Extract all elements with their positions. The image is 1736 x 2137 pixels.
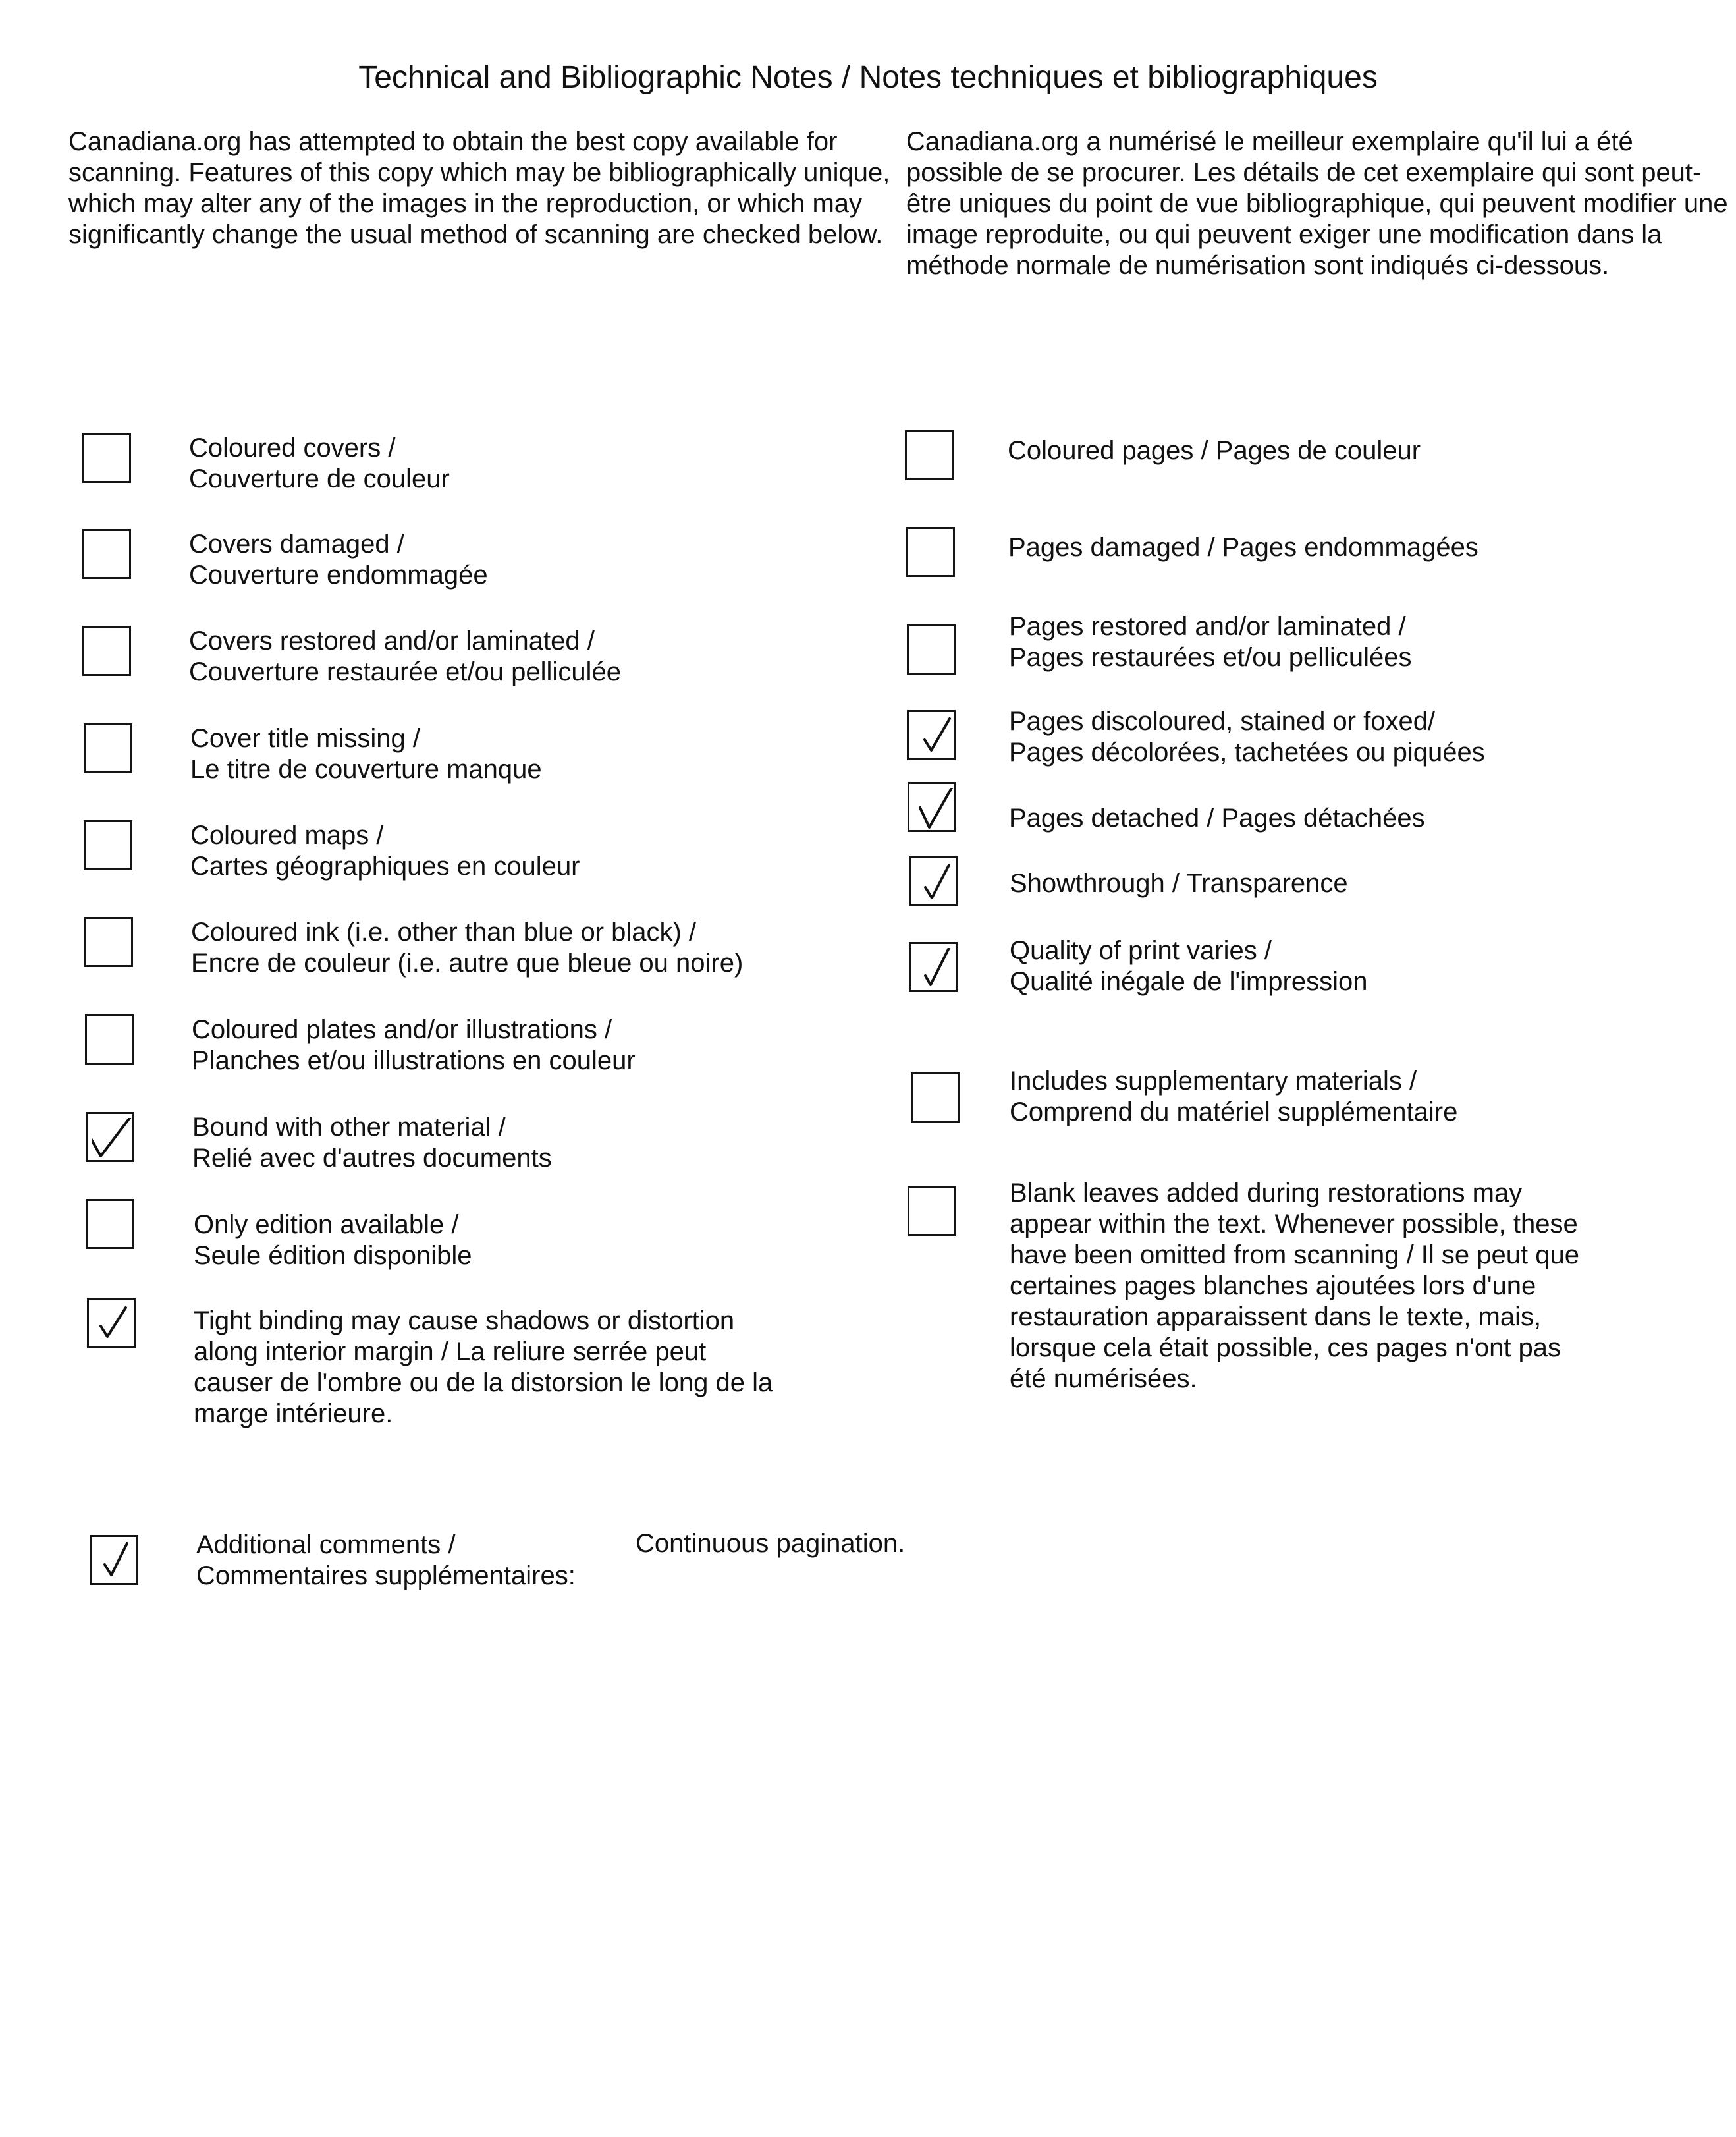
checkmark-icon xyxy=(92,1118,132,1160)
checkbox[interactable] xyxy=(82,529,131,579)
item-label: Pages detached / Pages détachées xyxy=(1009,804,1425,833)
item-label: Quality of print varies / Qualité inégale de l'impression xyxy=(1010,936,1368,996)
item-label: Blank leaves added during restorations may appear within the text. Whenever possible, these have been omitted from scanning / Il se peut que certaines pages blanches ajoutées lors d'une restauration apparaissent dans le texte, mais, lorsque cela était possible, ces pages n'ont pas été numérisées. xyxy=(1010,1179,1579,1393)
checkbox[interactable] xyxy=(87,1298,136,1348)
checkmark-icon xyxy=(95,1541,136,1583)
item-label: Coloured pages / Pages de couleur xyxy=(1008,436,1421,465)
item-label: Tight binding may cause shadows or distortion along interior margin / La reliure serrée peut causer de l'ombre ou de la distorsion le long de la marge intérieure. xyxy=(194,1306,773,1428)
checkmark-icon xyxy=(915,948,956,990)
item-label: Additional comments / Commentaires supplémentaires: xyxy=(196,1530,576,1590)
checkbox[interactable] xyxy=(907,710,956,760)
checkmark-icon xyxy=(913,716,954,758)
item-label: Cover title missing / Le titre de couverture manque xyxy=(190,724,542,784)
item-label: Coloured plates and/or illustrations / Planches et/ou illustrations en couleur xyxy=(192,1015,636,1075)
item-label: Covers restored and/or laminated / Couverture restaurée et/ou pelliculée xyxy=(189,626,621,686)
checkbox[interactable] xyxy=(906,527,955,577)
item-label: Coloured ink (i.e. other than blue or black) / Encre de couleur (i.e. autre que bleue ou noire) xyxy=(191,918,744,978)
intro-english: Canadiana.org has attempted to obtain the best copy available for scanning. Features of this copy which may be bibliographically unique, which may alter any of the images in the reproduction, or which may significantly change the usual method of scanning are checked below. xyxy=(68,127,890,249)
checkbox[interactable] xyxy=(86,1112,134,1162)
item-label: Pages restored and/or laminated / Pages restaurées et/ou pelliculées xyxy=(1009,612,1412,672)
item-label: Covers damaged / Couverture endommagée xyxy=(189,530,488,590)
checkbox[interactable] xyxy=(86,1199,134,1249)
item-label: Pages discoloured, stained or foxed/ Pages décolorées, tachetées ou piquées xyxy=(1009,707,1485,767)
checkbox[interactable] xyxy=(909,942,958,992)
item-label: Coloured maps / Cartes géographiques en couleur xyxy=(190,821,580,881)
checkbox[interactable] xyxy=(905,430,954,480)
item-label: Includes supplementary materials / Comprend du matériel supplémentaire xyxy=(1010,1067,1458,1126)
checkmark-icon xyxy=(93,1304,134,1346)
checkbox[interactable] xyxy=(82,626,131,676)
checkbox[interactable] xyxy=(911,1072,960,1123)
checkbox[interactable] xyxy=(84,820,132,870)
item-label: Showthrough / Transparence xyxy=(1010,869,1348,898)
checkmark-icon xyxy=(915,862,956,904)
comment-value: Continuous pagination. xyxy=(636,1529,906,1558)
checkbox[interactable] xyxy=(82,433,131,483)
checkbox[interactable] xyxy=(90,1535,138,1585)
checkbox[interactable] xyxy=(84,723,132,773)
intro-french: Canadiana.org a numérisé le meilleur exemplaire qu'il lui a été possible de se procurer. Les détails de cet exemplaire qui sont peut-être uniques du point de vue bibliographique, qui peuvent modifier une image reproduite, ou qui peuvent exiger une modification dans la méthode normale de numérisation sont indiqués ci-dessous. xyxy=(906,127,1728,280)
checkbox[interactable] xyxy=(84,917,133,967)
item-label: Coloured covers / Couverture de couleur xyxy=(189,433,450,493)
checkbox[interactable] xyxy=(85,1014,134,1065)
item-label: Only edition available / Seule édition disponible xyxy=(194,1210,472,1270)
checkbox[interactable] xyxy=(907,624,956,675)
checkbox[interactable] xyxy=(908,1186,956,1236)
page-title: Technical and Bibliographic Notes / Notes techniques et bibliographiques xyxy=(358,60,1378,95)
checkbox[interactable] xyxy=(908,782,956,832)
item-label: Bound with other material / Relié avec d'autres documents xyxy=(192,1113,552,1173)
checkbox[interactable] xyxy=(909,856,958,906)
checkmark-icon xyxy=(913,788,954,830)
item-label: Pages damaged / Pages endommagées xyxy=(1008,533,1478,562)
